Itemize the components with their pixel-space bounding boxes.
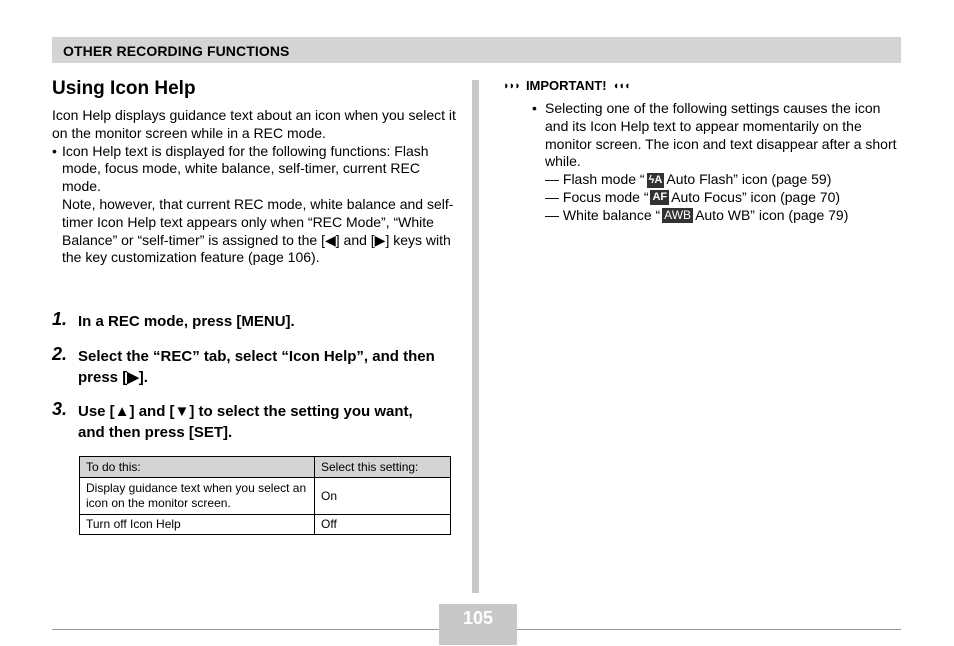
page-number-box <box>439 604 517 645</box>
table-cell: Off <box>315 515 451 535</box>
step-2 <box>52 346 452 388</box>
important-bullet <box>532 100 904 171</box>
section-header-bar <box>52 37 901 63</box>
table-cell: Turn off Icon Help <box>80 515 315 535</box>
step-text: Select the “REC” tab, select “Icon Help”, and then press [▶]. <box>78 348 435 386</box>
table-header-cell: To do this: <box>80 457 315 478</box>
intro-text: Icon Help displays guidance text about an icon when you select it on the monitor screen while in a REC mode. <box>52 107 456 141</box>
functions-bullet <box>52 143 457 268</box>
step-3 <box>52 401 432 443</box>
page-title: Using Icon Help <box>52 78 196 99</box>
auto-flash-icon: ϟA <box>648 173 663 186</box>
table-row <box>80 478 451 515</box>
auto-wb-icon: AWB <box>664 208 692 223</box>
step-number: 3. <box>52 399 68 419</box>
step-text: In a REC mode, press [MENU]. <box>78 313 295 330</box>
table-header-cell: Select this setting: <box>315 457 451 478</box>
item-prefix: — White balance “ <box>545 206 661 223</box>
step-1 <box>52 311 452 332</box>
item-prefix: — Focus mode “ <box>545 188 649 205</box>
important-label: IMPORTANT! <box>525 78 607 93</box>
table-header-row <box>80 457 451 478</box>
list-item <box>532 171 904 189</box>
intro-block <box>52 107 457 267</box>
note-text: Note, however, that current REC mode, white balance and self-timer Icon Help text appears only when “REC Mode”, “White Balance” or “self-timer” is assigned to the [◀] and [▶] keys with the key customization feature (page 106). <box>62 195 454 266</box>
important-heading <box>503 78 630 93</box>
step-number: 2. <box>52 344 68 364</box>
bullet-marker: • <box>532 100 537 116</box>
important-right-marks-icon: ◖◖◖ <box>612 79 630 92</box>
step-text: Use [▲] and [▼] to select the setting you want, and then press [SET]. <box>78 403 413 441</box>
auto-focus-icon: AF <box>652 191 668 204</box>
important-left-marks-icon: ◗◗◗ <box>503 79 520 92</box>
column-divider <box>472 80 479 593</box>
functions-text: Icon Help text is displayed for the following functions: Flash mode, focus mode, white balance, self-timer, current REC mode. <box>62 142 429 195</box>
step-number: 1. <box>52 309 68 329</box>
settings-table <box>79 456 451 535</box>
item-suffix: Auto Flash” icon (page 59) <box>666 171 832 188</box>
item-suffix: Auto Focus” icon (page 70) <box>671 188 841 205</box>
section-title: OTHER RECORDING FUNCTIONS <box>63 43 290 59</box>
item-suffix: Auto WB” icon (page 79) <box>695 206 849 223</box>
important-text: Selecting one of the following settings causes the icon and its Icon Help text to appear momentarily on the monitor screen. The icon and text disappear after a short while. <box>545 100 897 170</box>
table-cell: On <box>315 478 451 515</box>
table-cell: Display guidance text when you select an icon on the monitor screen. <box>80 478 315 515</box>
bullet-marker: • <box>52 142 57 159</box>
page-number: 105 <box>462 608 494 628</box>
important-content <box>532 100 904 225</box>
list-item <box>532 189 904 207</box>
item-prefix: — Flash mode “ <box>545 171 645 188</box>
table-row <box>80 515 451 535</box>
list-item <box>532 207 904 225</box>
